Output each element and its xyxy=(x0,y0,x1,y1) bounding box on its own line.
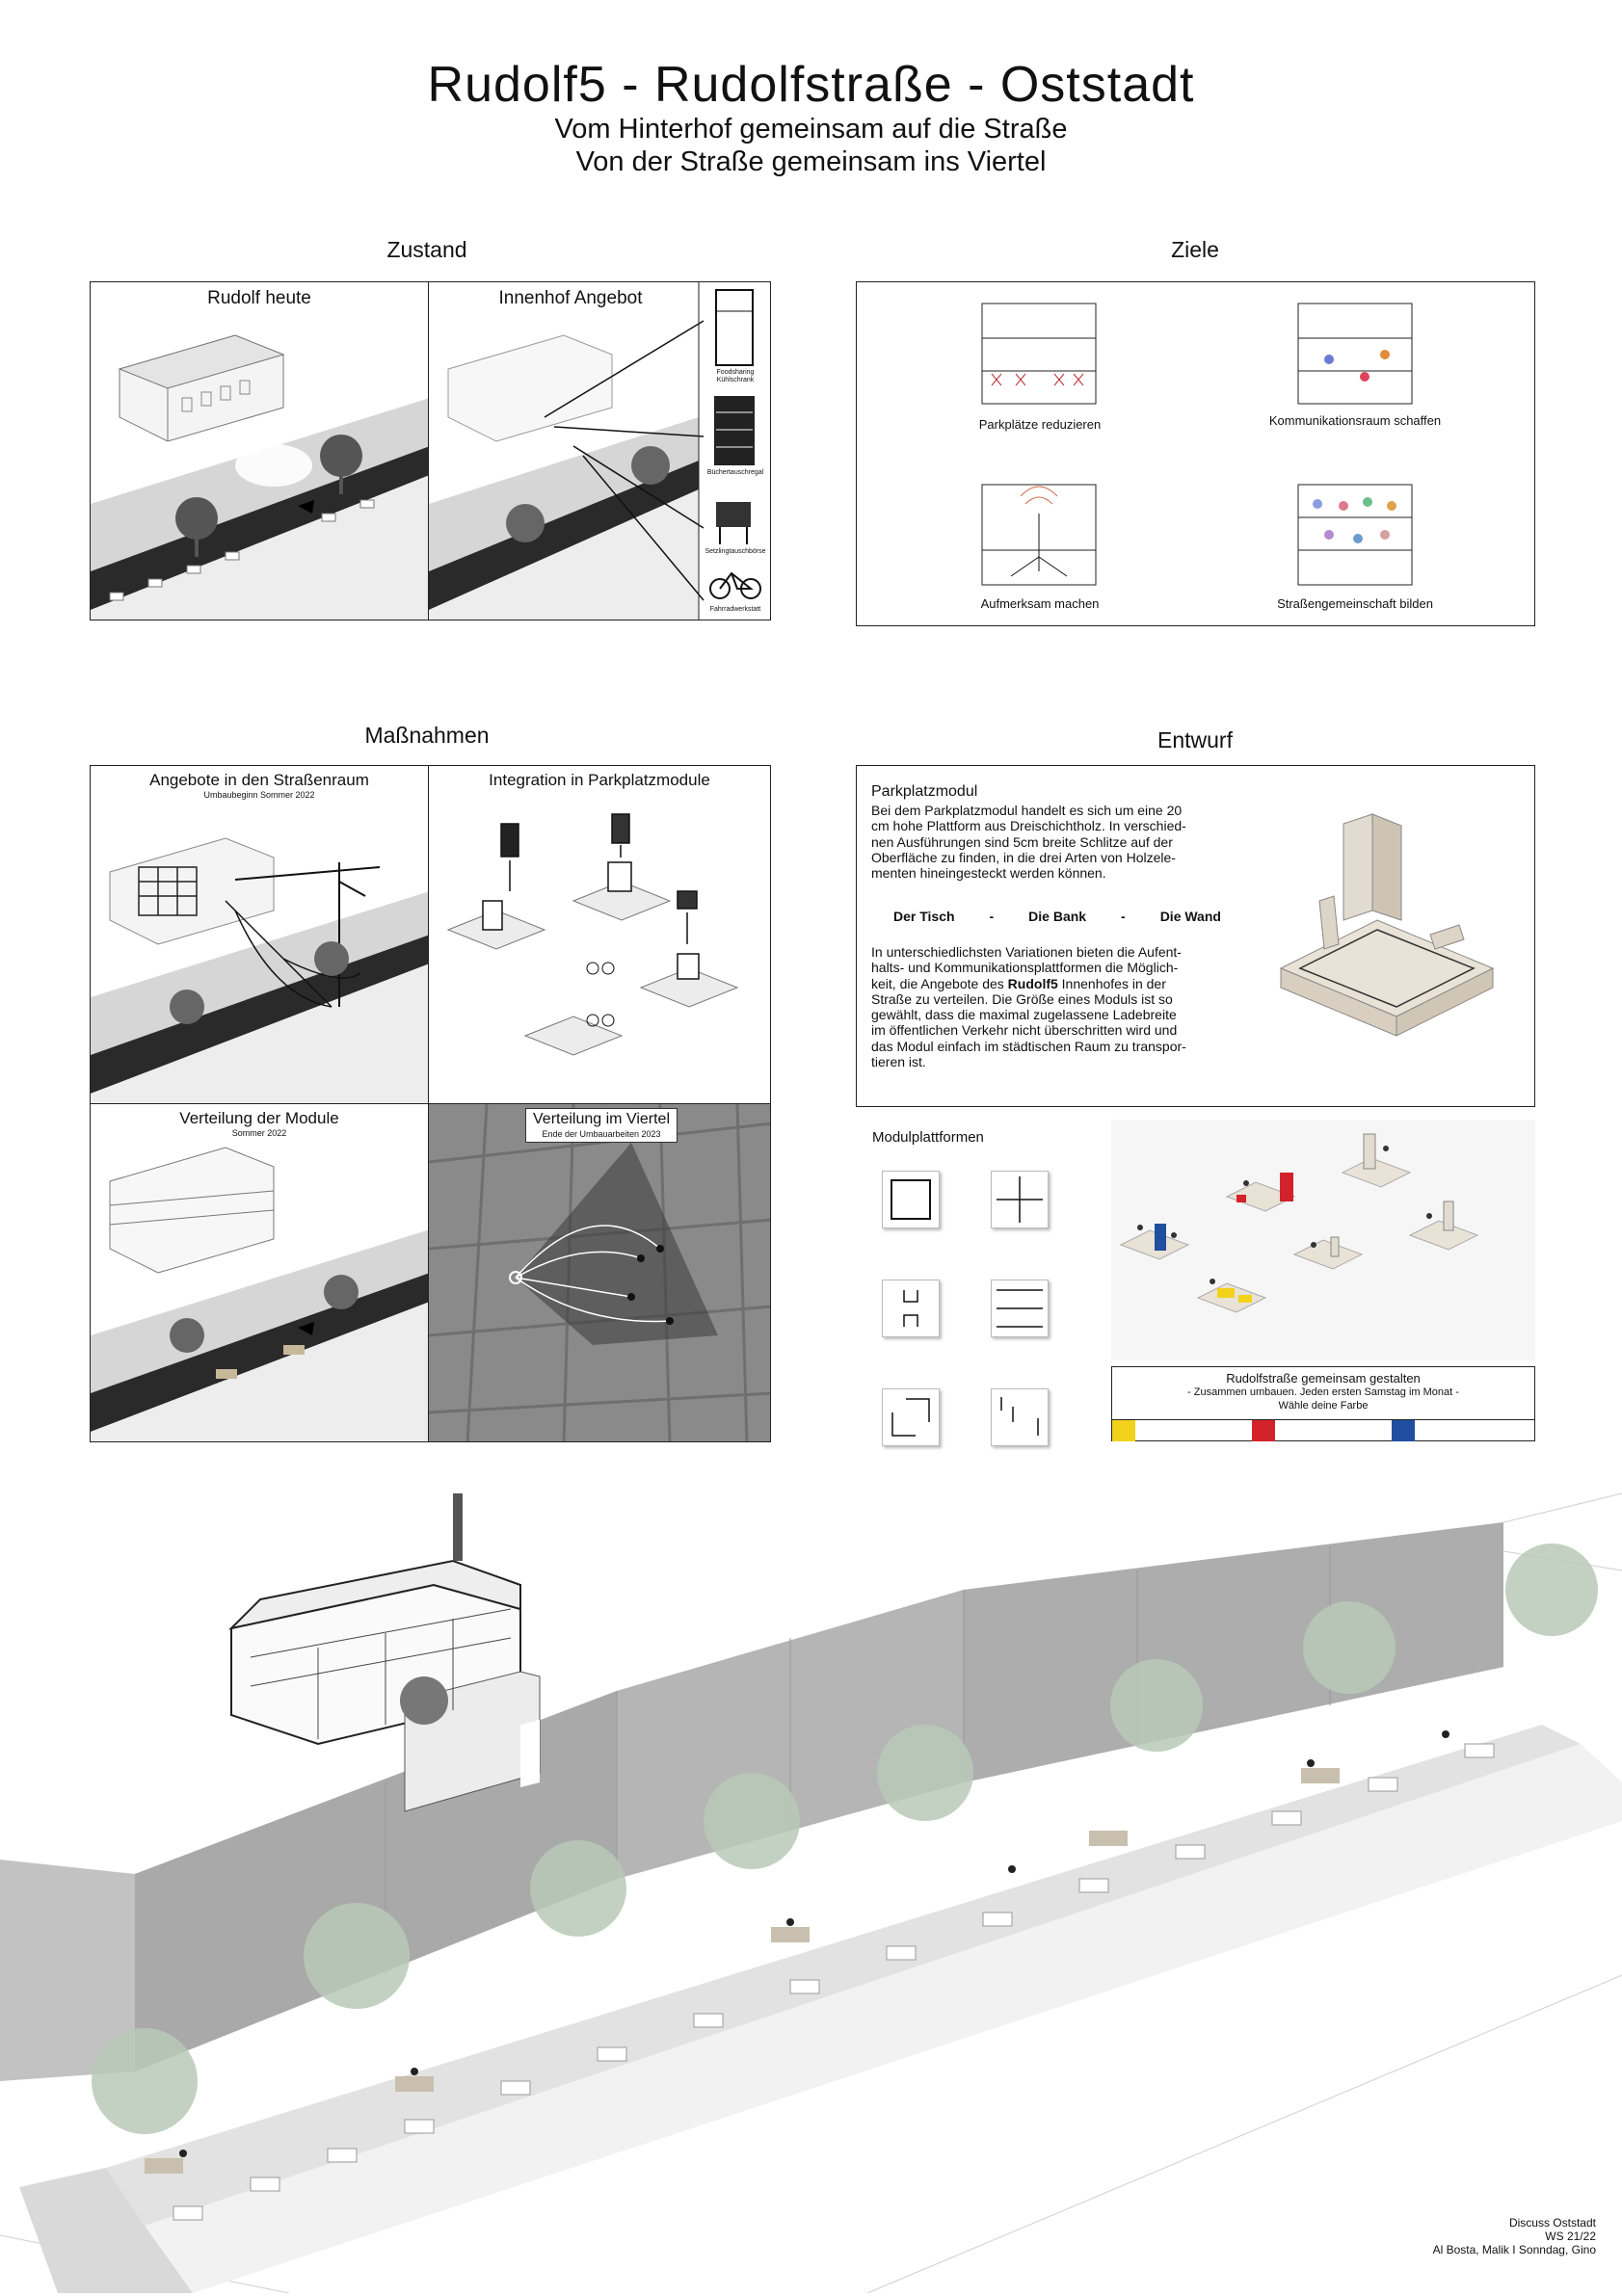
offer-list xyxy=(699,282,771,620)
footer-credits xyxy=(1433,2216,1596,2256)
bicycle-icon xyxy=(710,573,760,598)
palette-line-3: Wähle deine Farbe xyxy=(1278,1400,1369,1412)
palette-line-1: Rudolfstraße gemeinsam gestalten xyxy=(1226,1371,1421,1386)
ziel-label-3: Aufmerksam machen xyxy=(980,596,1100,611)
text-line: nen Ausführungen sind 5cm breite Schlitze auf der xyxy=(871,833,1173,850)
rudolf5-bold: Rudolf5 xyxy=(1007,975,1058,991)
module-distribution-drawing xyxy=(91,1104,429,1442)
subtitle-1: Vom Hinterhof gemeinsam auf die Straße xyxy=(554,114,1068,145)
type-separator: - xyxy=(1121,909,1126,924)
panel-label: Verteilung der Module xyxy=(179,1109,339,1127)
text-line: cm hohe Plattform aus Dreischichtholz. In verschied- xyxy=(871,818,1186,834)
panel-label: Verteilung im Viertel xyxy=(533,1111,670,1127)
color-swatch-red[interactable] xyxy=(1252,1420,1275,1441)
panel-label: Angebote in den Straßenraum xyxy=(149,771,369,789)
text-line: keit, die Angebote des Rudolf5 Innenhofes in der xyxy=(871,975,1166,991)
street-axonometric xyxy=(0,1493,1622,2293)
panel-entwurf xyxy=(856,765,1535,1107)
platform-u-slot xyxy=(882,1280,940,1337)
heading-entwurf: Entwurf xyxy=(1157,727,1233,752)
panel-label: Rudolf heute xyxy=(207,288,311,308)
ziel-label-4: Straßengemeinschaft bilden xyxy=(1277,596,1433,611)
heading-massnahmen: Maßnahmen xyxy=(364,723,490,748)
color-palette-box xyxy=(1111,1366,1535,1441)
offer-label-seedlings: Setzlingtauschbörse xyxy=(705,548,766,555)
offer-icons xyxy=(699,282,771,620)
platform-corner-slot xyxy=(882,1388,940,1446)
panel-verteilung-module xyxy=(90,1103,429,1442)
modulplattformen-label: Modulplattformen xyxy=(872,1129,984,1146)
text-line: In unterschiedlichsten Variationen bieten die Aufent- xyxy=(871,944,1182,960)
text-line: im öffentlichen Verkehr nicht überschritten wird und xyxy=(871,1022,1178,1039)
heading-zustand: Zustand xyxy=(386,237,467,262)
module-title: Parkplatzmodul xyxy=(871,783,978,800)
module-axonometric xyxy=(1262,805,1512,1074)
palette-line-2: - Zusammen umbauen. Jeden ersten Samstag im Monat - xyxy=(1187,1386,1459,1398)
panel-innenhof-angebot xyxy=(428,281,771,620)
color-swatch-blue[interactable] xyxy=(1392,1420,1415,1441)
color-swatch-yellow[interactable] xyxy=(1112,1420,1135,1441)
panel-angebote-strassenraum xyxy=(90,765,429,1104)
seedling-table-icon xyxy=(716,502,751,544)
assembly-examples xyxy=(1111,1120,1535,1360)
footer-authors: Al Bosta, Malik I Sonndag, Gino xyxy=(1432,2243,1596,2256)
footer-course: Discuss Oststadt xyxy=(1508,2216,1596,2230)
module-integration-drawing xyxy=(429,766,771,1104)
footer-semester: WS 21/22 xyxy=(1545,2230,1596,2243)
offer-label-bike: Fahrradwerkstatt xyxy=(709,606,761,613)
panel-verteilung-viertel xyxy=(428,1103,771,1442)
module-types xyxy=(893,909,1221,924)
panel-integration-parkplatzmodule xyxy=(428,765,771,1104)
type-table: Der Tisch xyxy=(893,909,955,924)
panel-sub: Umbaubeginn Sommer 2022 xyxy=(203,790,315,800)
platform-lines-slot xyxy=(991,1280,1049,1337)
text-line: Straße zu verteilen. Die Größe eines Moduls ist so xyxy=(871,990,1173,1007)
attention-diagram-icon xyxy=(982,485,1096,585)
text-line: das Modul einfach im städtischen Raum zu transpor- xyxy=(871,1038,1186,1054)
page-title: Rudolf5 - Rudolfstraße - Oststadt xyxy=(427,57,1195,113)
platform-dash-slot xyxy=(991,1388,1049,1446)
module-description-2 xyxy=(871,944,1228,1069)
text-line: tieren ist. xyxy=(871,1054,926,1070)
offer-label-fridge: Foodsharing Kühlschrank xyxy=(716,369,755,383)
panel-label: Innenhof Angebot xyxy=(498,288,643,308)
construction-drawing xyxy=(91,766,429,1104)
panel-sub: Sommer 2022 xyxy=(231,1128,287,1138)
ziel-label-1: Parkplätze reduzieren xyxy=(978,417,1102,432)
ziel-label-2: Kommunikationsraum schaffen xyxy=(1268,413,1442,428)
color-swatch-row xyxy=(1112,1419,1534,1441)
platform-square-slot xyxy=(882,1171,940,1228)
text-line: gewählt, dass die maximal zugelassene Ladebreite xyxy=(871,1007,1177,1023)
platform-cross-slot xyxy=(991,1171,1049,1228)
ziele-diagrams xyxy=(857,282,1535,626)
type-separator: - xyxy=(989,909,995,924)
aerial-map xyxy=(429,1104,771,1442)
text-line: halts- und Kommunikationsplattformen die Möglich- xyxy=(871,960,1179,976)
panel-label: Integration in Parkplatzmodule xyxy=(489,771,710,789)
parking-diagram-icon xyxy=(982,303,1096,404)
panel-rudolf-heute xyxy=(90,281,429,620)
panel-ziele xyxy=(856,281,1535,626)
bookshelf-icon xyxy=(714,396,755,465)
type-wall: Die Wand xyxy=(1159,909,1221,924)
panel-sub: Ende der Umbauarbeiten 2023 xyxy=(542,1129,661,1139)
fridge-icon xyxy=(716,290,753,365)
module-description-1 xyxy=(871,803,1228,881)
text-line: Oberfläche zu finden, in die drei Arten von Holzele- xyxy=(871,849,1176,865)
axonometric-drawing xyxy=(91,282,429,620)
text-line: menten hineingesteckt werden können. xyxy=(871,865,1106,882)
map-label-box xyxy=(525,1108,678,1143)
heading-ziele: Ziele xyxy=(1171,237,1219,262)
community-diagram-icon xyxy=(1298,485,1412,585)
type-bench: Die Bank xyxy=(1028,909,1087,924)
subtitle-2: Von der Straße gemeinsam ins Viertel xyxy=(575,146,1047,177)
offer-label-books: Büchertauschregal xyxy=(706,469,764,476)
text-line: Bei dem Parkplatzmodul handelt es sich um eine 20 xyxy=(871,803,1183,818)
communication-diagram-icon xyxy=(1298,303,1412,404)
